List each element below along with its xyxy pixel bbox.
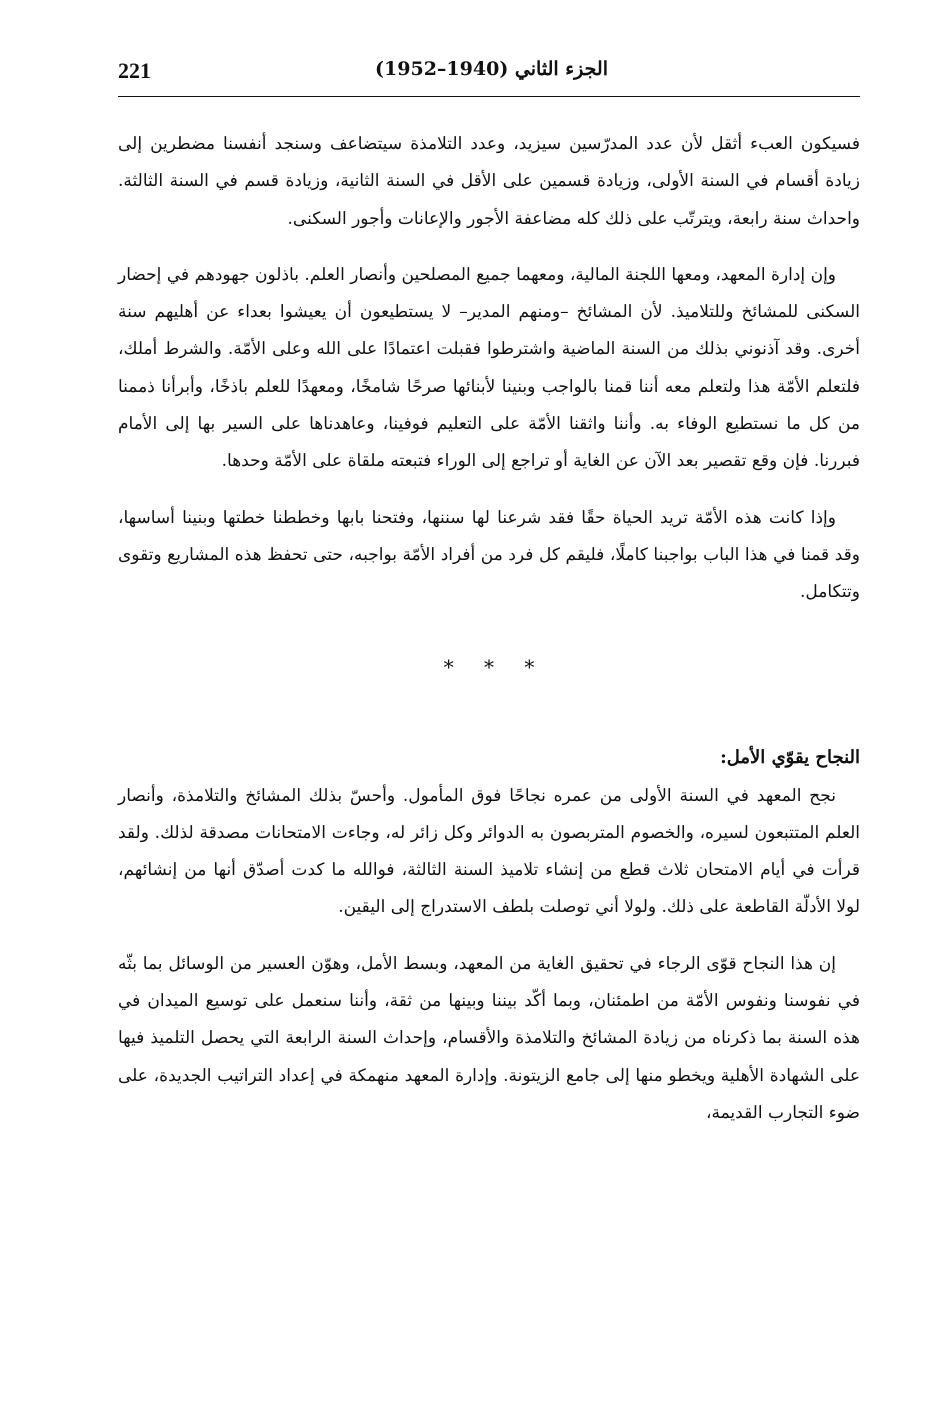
paragraph-4: نجح المعهد في السنة الأولى من عمره نجاحًا فوق المأمول. وأحسّ بذلك المشائخ والتلامذة، وأنصار العلم المتتبعون لسيره، والخصوم المتربصون به الدوائر وكل زائر له، وجاءت الامتحانات مصدقة لذلك. ولقد قرأت في أيام الامتحان ثلاث قطع من إنشاء تلاميذ السنة الثالثة، فوالله ما كدت أصدّق أنها من إنشائهم، لولا الأدلّة القاطعة على ذلك. ولولا أني توصلت بلطف الاستدراج إلى اليقين. <box>118 785 860 918</box>
running-title: الجزء الثاني (1940–1952) <box>375 58 608 80</box>
section-divider: * * * <box>443 654 547 679</box>
page-body <box>118 126 860 1132</box>
page-number: 221 <box>118 58 151 83</box>
section-heading: النجاح يقوّي الأمل: <box>720 746 860 768</box>
paragraph-1: فسيكون العبء أثقل لأن عدد المدرّسين سيزيد، وعدد التلامذة سيتضاعف وسنجد أنفسنا مضطرين إلى زيادة أقسام في السنة الأولى، وزيادة قسمين على الأقل في السنة الثانية، وزيادة قسم في السنة الثالثة. واحداث سنة رابعة، ويترتّب على ذلك كله مضاعفة الأجور والإعانات وأجور السكنى. <box>118 134 860 229</box>
page-header <box>118 56 860 97</box>
paragraph-3: وإذا كانت هذه الأمّة تريد الحياة حقًا فقد شرعنا لها سننها، وفتحنا بابها وخططنا خطتها وبنينا أساسها، وقد قمنا في هذا الباب بواجبنا كاملًا، فليقم كل فرد من أفراد الأمّة بواجبه، حتى تحفظ هذه المشاريع وتقوى وتتكامل. <box>118 507 860 603</box>
paragraph-2: وإن إدارة المعهد، ومعها اللجنة المالية، ومعهما جميع المصلحين وأنصار العلم. باذلون جهودهم في إحضار السكنى للمشائخ وللتلاميذ. لأن المشائخ –ومنهم المدير– لا يستطيعون أن يعيشوا بعداء عن أهليهم سنة أخرى. وقد آذنوني بذلك من السنة الماضية واشترطوا فقبلت اعتمادًا على الله وعلى الأمّة. والشرط أملك، فلتعلم الأمّة هذا ولتعلم معه أننا قمنا بالواجب وبنينا لأبنائها صرحًا شامخًا، ومعهدًا للعلم باذخًا، وأبرأنا ذممنا من كل ما نستطيع الوفاء به. وأننا واثقنا الأمّة على التعليم فوفينا، وعاهدناها على السير بها إلى الأمام فبررنا. فإن وقع تقصير بعد الآن عن الغاية أو تراجع إلى الوراء فتبعته ملقاة على الأمّة وحدها. <box>118 264 860 472</box>
paragraph-5: إن هذا النجاح قوّى الرجاء في تحقيق الغاية من المعهد، وبسط الأمل، وهوّن العسير من الوسائل بما بثّه في نفوسنا ونفوس الأمّة من اطمئنان، وبما أكّد بيننا وبينها من ثقة، وأننا سنعمل على توسيع الميدان في هذه السنة بما ذكرناه من زيادة المشائخ والتلامذة والأقسام، وإحداث السنة الرابعة التي يحصل التلميذ فيها على الشهادة الأهلية ويخطو منها إلى جامع الزيتونة. وإدارة المعهد منهمكة في إعداد التراتيب الجديدة، على ضوء التجارب القديمة، <box>118 953 860 1123</box>
